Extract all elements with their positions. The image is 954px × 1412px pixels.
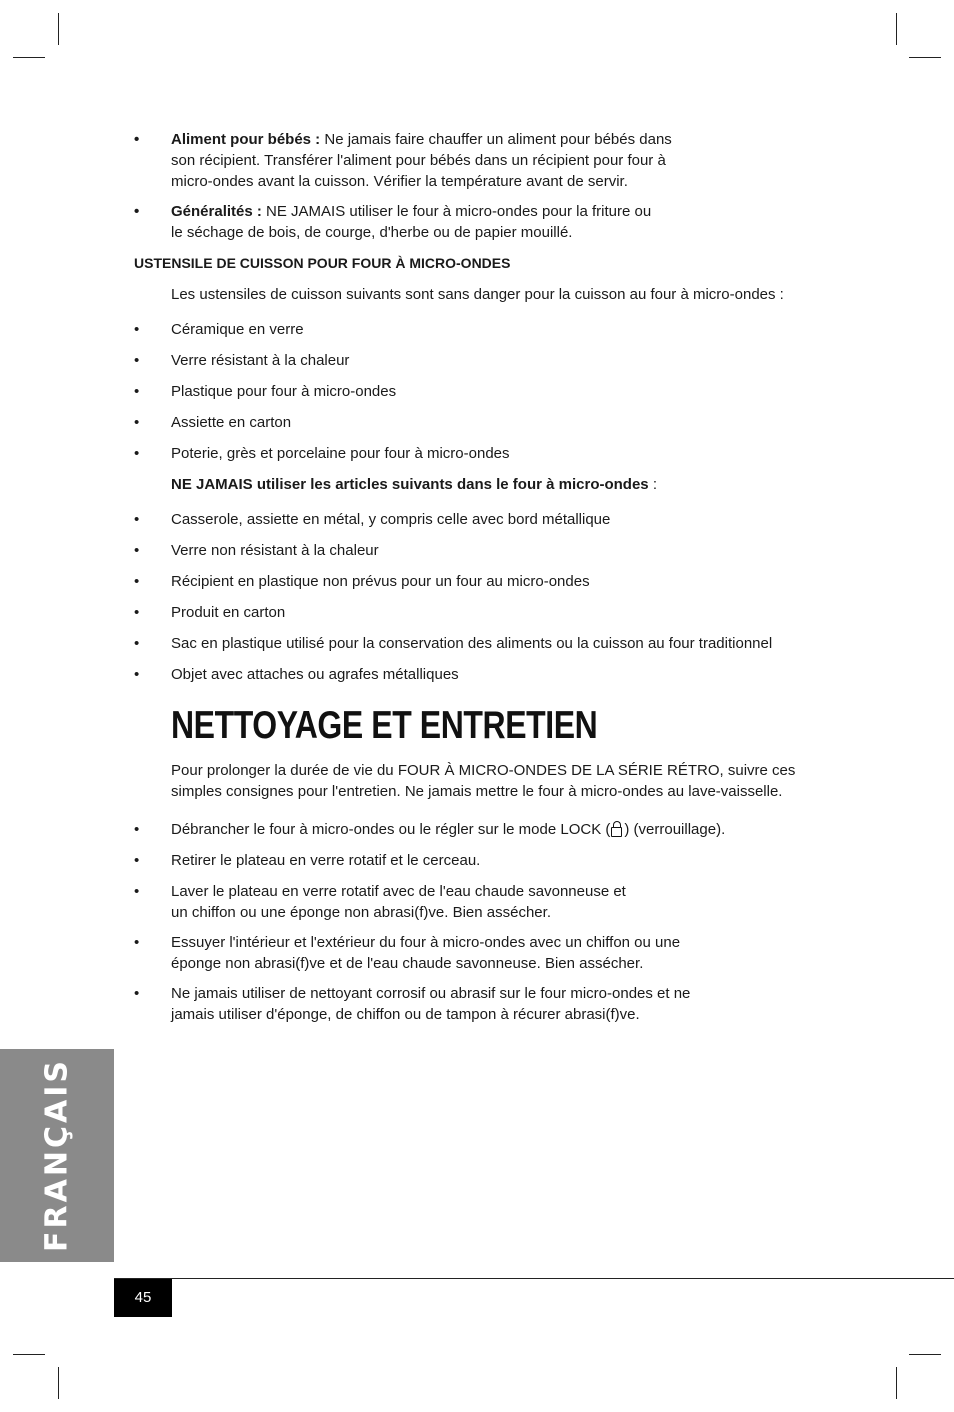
bullet-text: son récipient. Transférer l'aliment pour bébés dans un récipient pour four à (171, 152, 666, 169)
crop-mark (58, 1367, 59, 1399)
bullet-dot: • (134, 511, 140, 528)
bullet-dot: • (134, 573, 140, 590)
list-item (134, 881, 824, 923)
intro-line: simples consignes pour l'entretien. Ne jamais mettre le four à micro-ondes au lave-vaisselle. (171, 783, 783, 800)
safe-intro: Les ustensiles de cuisson suivants sont sans danger pour la cuisson au four à micro-ondes : (171, 286, 784, 303)
list-item (134, 850, 824, 871)
unsafe-intro (134, 474, 824, 495)
list-item (134, 412, 824, 433)
list-item-text: Essuyer l'intérieur et l'extérieur du four à micro-ondes avec un chiffon ou une (171, 934, 681, 951)
bullet-dot: • (134, 604, 140, 621)
unsafe-intro-bold: NE JAMAIS utiliser les articles suivants dans le four à micro-ondes (171, 476, 649, 493)
crop-mark (58, 13, 59, 45)
list-item-text: Ne jamais utiliser de nettoyant corrosif ou abrasif sur le four micro-ondes et ne (171, 985, 691, 1002)
list-item-text: Objet avec attaches ou agrafes métalliques (171, 666, 459, 683)
list-item-text: un chiffon ou une éponge non abrasi(f)ve. Bien assécher. (171, 904, 551, 921)
list-item-text: Laver le plateau en verre rotatif avec de l'eau chaude savonneuse et (171, 883, 626, 900)
bullet-label: Généralités : (171, 203, 262, 220)
bullet-dot: • (134, 934, 140, 951)
list-item (134, 509, 824, 530)
page-content (134, 129, 824, 685)
crop-mark (13, 1354, 45, 1355)
bullet-dot: • (134, 852, 140, 869)
list-item (134, 932, 824, 974)
list-item (134, 571, 824, 592)
list-item-text: Sac en plastique utilisé pour la conservation des aliments ou la cuisson au four traditionnel (171, 635, 773, 652)
bullet-dot: • (134, 883, 140, 900)
list-item-text: Céramique en verre (171, 321, 304, 338)
list-item (134, 381, 824, 402)
list-item (134, 443, 824, 464)
unsafe-list (134, 509, 824, 685)
list-item-text: jamais utiliser d'éponge, de chiffon ou de tampon à récurer abrasi(f)ve. (171, 1006, 640, 1023)
list-item-text: Plastique pour four à micro-ondes (171, 383, 397, 400)
bullet-baby-food (134, 129, 824, 192)
list-item-lock (134, 819, 824, 840)
list-item-text: Débrancher le four à micro-ondes ou le régler sur le mode LOCK ( (171, 821, 611, 838)
bullet-label: Aliment pour bébés : (171, 131, 321, 148)
bullet-dot: • (134, 666, 140, 683)
crop-mark (13, 57, 45, 58)
cleaning-section (134, 760, 824, 1025)
list-item (134, 350, 824, 371)
bullet-dot: • (134, 821, 140, 838)
list-item-text: ) (verrouillage). (624, 821, 726, 838)
list-item (134, 983, 824, 1025)
bullet-text: Ne jamais faire chauffer un aliment pour bébés dans (324, 131, 672, 148)
list-item-text: Produit en carton (171, 604, 286, 621)
bullet-text: micro-ondes avant la cuisson. Vérifier la température avant de servir. (171, 173, 628, 190)
footer-rule (114, 1278, 954, 1279)
bullet-dot: • (134, 985, 140, 1002)
bullet-dot: • (134, 445, 140, 462)
intro-line: Pour prolonger la durée de vie du FOUR À MICRO-ONDES DE LA SÉRIE RÉTRO, suivre ces (171, 762, 796, 779)
cleaning-intro (134, 760, 824, 802)
list-item (134, 664, 824, 685)
bullet-dot: • (134, 352, 140, 369)
bullet-dot: • (134, 414, 140, 431)
page-number: 45 (114, 1279, 172, 1317)
bullet-dot: • (134, 635, 140, 652)
list-item-text: Retirer le plateau en verre rotatif et le cerceau. (171, 852, 481, 869)
list-item-text: éponge non abrasi(f)ve et de l'eau chaude savonneuse. Bien assécher. (171, 955, 644, 972)
list-item-text: Casserole, assiette en métal, y compris celle avec bord métallique (171, 511, 611, 528)
list-item (134, 540, 824, 561)
bullet-dot: • (134, 203, 140, 220)
list-item (134, 319, 824, 340)
bullet-general (134, 201, 824, 243)
bullet-text: le séchage de bois, de courge, d'herbe ou de papier mouillé. (171, 224, 573, 241)
crop-mark (909, 57, 941, 58)
crop-mark (909, 1354, 941, 1355)
list-item-text: Récipient en plastique non prévus pour un four au micro-ondes (171, 573, 590, 590)
cookware-heading: USTENSILE DE CUISSON POUR FOUR À MICRO-ONDES (134, 255, 511, 271)
bullet-dot: • (134, 321, 140, 338)
section-title: NETTOYAGE ET ENTRETIEN (171, 704, 598, 747)
safe-list (134, 319, 824, 464)
bullet-text: NE JAMAIS utiliser le four à micro-ondes pour la friture ou (266, 203, 652, 220)
bullet-dot: • (134, 131, 140, 148)
bullet-dot: • (134, 542, 140, 559)
language-tab-label: FRANÇAIS (39, 1058, 75, 1252)
language-tab (0, 1049, 114, 1262)
list-item (134, 602, 824, 623)
list-item (134, 633, 824, 654)
crop-mark (896, 13, 897, 45)
unsafe-intro-suffix: : (648, 476, 657, 493)
lock-icon (611, 821, 623, 837)
list-item-text: Verre résistant à la chaleur (171, 352, 350, 369)
crop-mark (896, 1367, 897, 1399)
list-item-text: Assiette en carton (171, 414, 292, 431)
list-item-text: Poterie, grès et porcelaine pour four à micro-ondes (171, 445, 510, 462)
list-item-text: Verre non résistant à la chaleur (171, 542, 379, 559)
bullet-dot: • (134, 383, 140, 400)
